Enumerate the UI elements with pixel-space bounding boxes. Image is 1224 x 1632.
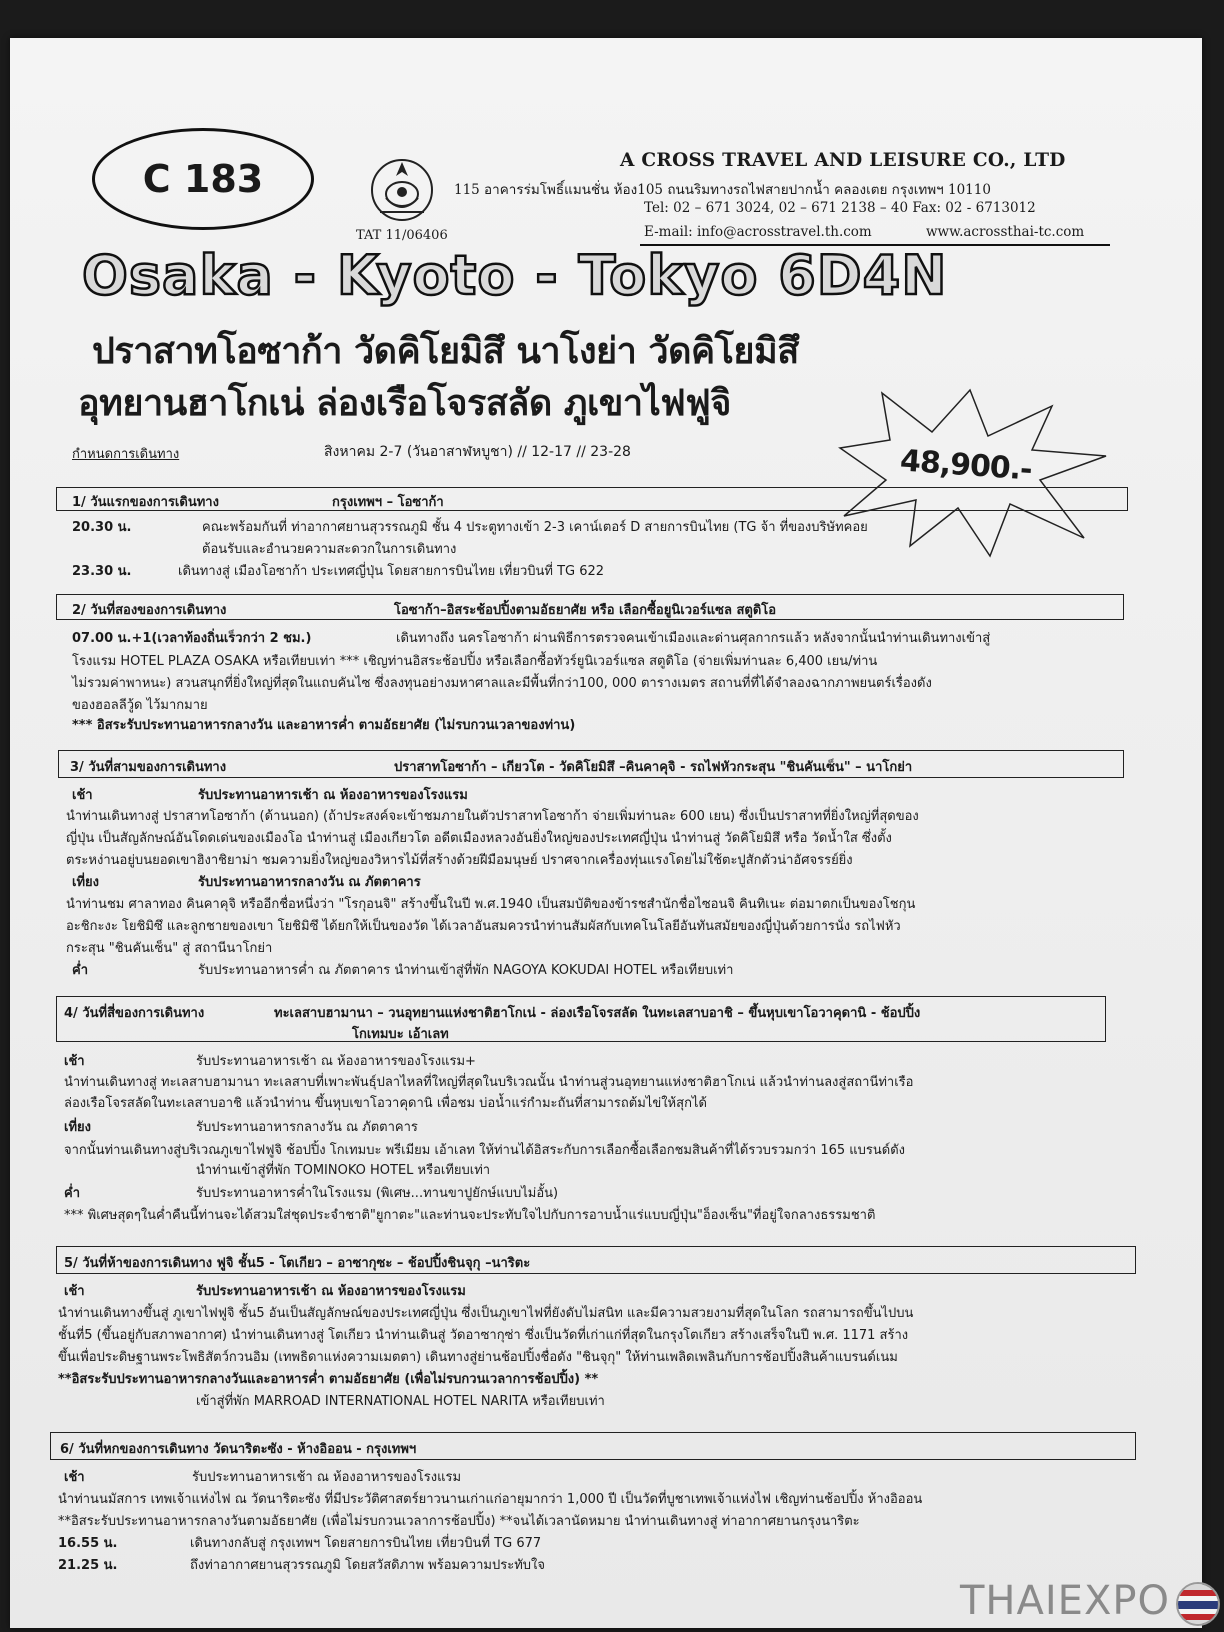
tour-code-badge xyxy=(92,128,314,230)
schedule-label: กำหนดการเดินทาง xyxy=(72,447,180,462)
day3-line-8: กระสุน "ชินคันเซ็น" สู่ สถานีนาโกย่า xyxy=(66,941,273,956)
day2-line-5: *** อิสระรับประทานอาหารกลางวัน และอาหารค่ำ ตามอัธยาศัย (ไม่รบกวนเวลาของท่าน) xyxy=(72,718,576,733)
day4-route: ทะเลสาบฮามานา – วนอุทยานแห่งชาติฮาโกเน่ - ล่องเรือโจรสลัด ในทะเลสาบอาชิ – ขึ้นหุบเขาโอวาคุดานิ - ช้อปปิ้ง xyxy=(274,1006,921,1021)
day1-route: กรุงเทพฯ – โอซาก้า xyxy=(332,495,444,510)
company-phone: Tel: 02 – 671 3024, 02 – 671 2138 – 40 Fax: 02 - 6713012 xyxy=(644,200,1036,216)
day4-line-5: จากนั้นท่านเดินทางสู่บริเวณภูเขาไฟฟูจิ ช้อปปิ้ง โกเทมบะ พรีเมียม เอ้าเลท ให้ท่านได้อิสระกับการเลือกซื้อเลือกชมสินค้าที่ได้รวบรวมกว่า 165 แบรนด์ดัง xyxy=(64,1143,906,1158)
day4-line-6: นำท่านเข้าสู่ที่พัก TOMINOKO HOTEL หรือเทียบเท่า xyxy=(196,1163,491,1178)
company-name: A CROSS TRAVEL AND LEISURE CO., LTD xyxy=(620,150,1066,171)
tour-code: C 183 xyxy=(142,157,264,201)
day4-title: 4/ วันที่สี่ของการเดินทาง xyxy=(64,1006,205,1021)
tour-price: 48,900.- xyxy=(898,443,1033,488)
day4-line-1: รับประทานอาหารเช้า ณ ห้องอาหารของโรงแรม+ xyxy=(196,1054,476,1069)
day3-line-6: นำท่านชม ศาลาทอง คินคาคุจิ หรืออีกชื่อหนึ่งว่า "โรกุอนจิ" สร้างขึ้นในปี พ.ศ.1940 เป็นสมบัติของข้ารชสำนักชื่อไซอนจิ คินทิเนะ ต่อมาตกเป็นของโชกุน xyxy=(66,897,916,912)
day3-meal-1: เช้า xyxy=(72,788,93,803)
day6-title: 6/ วันที่หกของการเดินทาง วัดนาริตะซัง - ห้างอิออน - กรุงเทพฯ xyxy=(60,1442,417,1457)
day1-line-1: คณะพร้อมกันที่ ท่าอากาศยานสุวรรณภูมิ ชั้น 4 ประตูทางเข้า 2-3 เคาน์เตอร์ D สายการบินไทย (TG จ้า ที่ของบริษัทคอย xyxy=(202,520,868,535)
day6-time-4: 16.55 น. xyxy=(58,1536,118,1551)
day4-line-7: รับประทานอาหารค่ำในโรงแรม (พิเศษ...ทานขาปูยักษ์แบบไม่อั้น) xyxy=(196,1186,559,1201)
schedule-dates: สิงหาคม 2-7 (วันอาสาฬหบูชา) // 12-17 // 23-28 xyxy=(324,444,631,460)
day1-time-1: 20.30 น. xyxy=(72,520,132,535)
day3-line-2: นำท่านเดินทางสู่ ปราสาทโอซาก้า (ด้านนอก) (ถ้าประสงค์จะเข้าชมภายในตัวปราสาทโอซาก้า จ่ายเพิ่มท่านละ 600 เยน) ซึ่งเป็นปราสาทที่ยิ่งใหญ่ที่สุดของ xyxy=(66,809,919,824)
day4-line-2: นำท่านเดินทางสู่ ทะเลสาบฮามานา ทะเลสาบที่เพาะพันธุ์ปลาไหลที่ใหญ่ที่สุดในบริเวณนั้น นำท่านสู่วนอุทยานแห่งชาติฮาโกเน่ แล้วนำท่านลงสู่สถานีท่าเรือ xyxy=(64,1075,914,1090)
day4-line-4: รับประทานอาหารกลางวัน ณ ภัตตาคาร xyxy=(196,1120,418,1135)
day3-meal-9: ค่ำ xyxy=(72,963,88,978)
company-website: www.acrossthai-tc.com xyxy=(926,224,1085,240)
day5-line-4: ขึ้นเพื่อประดิษฐานพระโพธิสัตว์กวนอิม (เทพธิดาแห่งความเมตตา) เดินทางสู่ย่านช้อปปิ้งชื่อดัง "ชินจุกุ" ให้ท่านเพลิดเพลินกับการช้อปปิ้งสินค้าแบรนด์เนม xyxy=(58,1350,898,1365)
day6-line-3: **อิสระรับประทานอาหารกลางวันตามอัธยาศัย (เพื่อไม่รบกวนเวลาการช้อปปิ้ง) **จนได้เวลานัดหมาย นำท่านเดินทางสู่ ท่าอากาศยานกรุงนาริตะ xyxy=(58,1514,860,1529)
day5-line-6: เข้าสู่ที่พัก MARROAD INTERNATIONAL HOTEL NARITA หรือเทียบเท่า xyxy=(196,1394,605,1409)
day4-meal-4: เที่ยง xyxy=(64,1120,91,1135)
day4-line-8: *** พิเศษสุดๆในค่ำคืนนี้ท่านจะได้สวมใส่ชุดประจำชาติ"ยูกาตะ"และท่านจะประทับใจไปกับการอาบน้ำแร่แบบญี่ปุ่น"อ็องเซ็น"ที่อยู่ใจกลางธรรมชาติ xyxy=(64,1208,876,1223)
day6-line-2: นำท่านนมัสการ เทพเจ้าแห่งไฟ ณ วัดนาริตะซัง ที่มีประวัติศาสตร์ยาวนานเก่าแก่อายุมากว่า 1,000 ปี เป็นวัดที่บูชาเทพเจ้าแห่งไฟ เชิญท่านช้อปปิ้ง ห้างอิออน xyxy=(58,1492,923,1507)
day1-line-3: เดินทางสู่ เมืองโอซาก้า ประเทศญี่ปุ่น โดยสายการบินไทย เที่ยวบินที่ TG 622 xyxy=(178,564,605,579)
day5-line-2: นำท่านเดินทางขึ้นสู่ ภูเขาไฟฟูจิ ชั้น5 อันเป็นสัญลักษณ์ของประเทศญี่ปุ่น ซึ่งเป็นภูเขาไฟที่ยังดับไม่สนิท และมีความสวยงามที่สุดในโลก รถสามารถขึ้นไปบน xyxy=(58,1306,914,1321)
day2-line-3: ไม่รวมค่าพาหนะ) สวนสนุกที่ยิ่งใหญ่ที่สุดในแถบคันไซ ซึ่งลงทุนอย่างมหาศาลและมีพื้นที่กว่า100, 000 ตารางเมตร สถานที่ที่ได้จำลองฉากภาพยนตร์เรื่องดัง xyxy=(72,676,932,691)
tour-subtitle-1: ปราสาทโอซาก้า วัดคิโยมิสึ นาโงย่า วัดคิโยมิสึ xyxy=(92,331,799,372)
day3-line-5: รับประทานอาหารกลางวัน ณ ภัตตาคาร xyxy=(198,875,421,890)
tat-emblem-icon xyxy=(368,152,436,228)
tat-license: TAT 11/06406 xyxy=(356,228,448,243)
day2-line-4: ของฮอลลีวู้ด ไว้มากมาย xyxy=(72,698,208,713)
company-address: 115 อาคารร่มโพธิ์แมนชั่น ห้อง105 ถนนริมทางรถไฟสายปากน้ำ คลองเตย กรุงเทพฯ 10110 xyxy=(454,182,991,198)
day3-line-4: ตระหง่านอยู่บนยอดเขาฮิงาชิยาม่า ชมความยิ่งใหญ่ของวิหารไม้ที่สร้างด้วยฝีมือมนุษย์ ปราศจากเครื่องทุ่นแรงโดยไม่ใช้ตะปูสักตัวน่าอัศจรรย์ยิ่ง xyxy=(66,853,853,868)
day5-meal-1: เช้า xyxy=(64,1284,85,1299)
day3-route: ปราสาทโอซาก้า – เกียวโต - วัดคิโยมิสึ –คินคาคุจิ - รถไฟหัวกระสุน "ชินคันเซ็น" – นาโกย่า xyxy=(394,760,913,775)
thaiexpo-watermark: THAIEXPO xyxy=(960,1578,1170,1624)
day3-line-7: อะชิกะงะ โยชิมิซึ และลูกชายของเขา โยชิมิซึ ได้ยกให้เป็นของวัด ได้เวลาอันสมควรนำท่านสัมผัสกับเทคโนโลยีอันทันสมัยของญี่ปุ่นด้วยการนั่ง รถไฟหัว xyxy=(66,919,901,934)
day4-meal-1: เช้า xyxy=(64,1054,85,1069)
day2-title: 2/ วันที่สองของการเดินทาง xyxy=(72,603,227,618)
thai-flag-icon xyxy=(1176,1582,1220,1626)
day3-meal-5: เที่ยง xyxy=(72,875,99,890)
day6-time-5: 21.25 น. xyxy=(58,1558,118,1573)
day5-title: 5/ วันที่ห้าของการเดินทาง ฟูจิ ชั้น5 - โตเกียว – อาซากุซะ – ช้อปปิ้งชินจุกุ –นาริตะ xyxy=(64,1256,531,1271)
day2-time-1: 07.00 น.+1(เวลาท้องถิ่นเร็วกว่า 2 ชม.) xyxy=(72,631,312,646)
day4-meal-7: ค่ำ xyxy=(64,1186,80,1201)
day2-route: โอซาก้า–อิสระช้อปปิ้งตามอัธยาศัย หรือ เลือกซื้อยูนิเวอร์แซล สตูดิโอ xyxy=(394,603,777,618)
tour-title: Osaka - Kyoto - Tokyo 6D4N xyxy=(82,244,948,307)
day4-route-2: โกเทมบะ เอ้าเลท xyxy=(352,1027,449,1042)
day1-title: 1/ วันแรกของการเดินทาง xyxy=(72,495,219,510)
day6-line-5: ถึงท่าอากาศยานสุวรรณภูมิ โดยสวัสดิภาพ พร้อมความประทับใจ xyxy=(190,1558,545,1573)
day1-line-2: ต้อนรับและอำนวยความสะดวกในการเดินทาง xyxy=(202,542,457,557)
tour-subtitle-2: อุทยานฮาโกเน่ ล่องเรือโจรสลัด ภูเขาไฟฟูจิ xyxy=(78,383,731,424)
day5-line-5: **อิสระรับประทานอาหารกลางวันและอาหารค่ำ ตามอัธยาศัย (เพื่อไม่รบกวนเวลาการช้อปปิ้ง) ** xyxy=(58,1372,599,1387)
day3-line-1: รับประทานอาหารเช้า ณ ห้องอาหารของโรงแรม xyxy=(198,788,468,803)
day6-line-4: เดินทางกลับสู่ กรุงเทพฯ โดยสายการบินไทย เที่ยวบินที่ TG 677 xyxy=(190,1536,542,1551)
day5-line-3: ชั้นที่5 (ขึ้นอยู่กับสภาพอากาศ) นำท่านเดินทางสู่ โตเกียว นำท่านเดินสู่ วัดอาซากุซ่า ซึ่งเป็นวัดที่เก่าแก่ที่สุดในกรุงโตเกียว สร้างเสร็จในปี พ.ศ. 1171 สร้าง xyxy=(58,1328,909,1343)
day6-meal-1: เช้า xyxy=(64,1470,85,1485)
day2-line-1: เดินทางถึง นครโอซาก้า ผ่านพิธีการตรวจคนเข้าเมืองและด่านศุลกากรแล้ว หลังจากนั้นนำท่านเดินทางเข้าสู่ xyxy=(396,631,991,646)
day3-title: 3/ วันที่สามของการเดินทาง xyxy=(70,760,227,775)
day3-line-9: รับประทานอาหารค่ำ ณ ภัตตาคาร นำท่านเข้าสู่ที่พัก NAGOYA KOKUDAI HOTEL หรือเทียบเท่า xyxy=(198,963,734,978)
day3-line-3: ญี่ปุ่น เป็นสัญลักษณ์อันโดดเด่นของเมืองโอ นำท่านสู่ เมืองเกียวโต อดีตเมืองหลวงอันยิ่งใหญ่ของประเทศญี่ปุ่น นำท่านสู่ วัดคิโยมิสึ หรือ วัดน้ำใส ซึ่งตั้ง xyxy=(66,831,892,846)
day4-line-3: ล่องเรือโจรสลัดในทะเลสาบอาชิ แล้วนำท่าน ขึ้นหุบเขาโอวาคุดานิ เพื่อชม บ่อน้ำแร่กำมะถันที่สามารถต้มไข่ให้สุกได้ xyxy=(64,1096,707,1111)
day6-line-1: รับประทานอาหารเช้า ณ ห้องอาหารของโรงแรม xyxy=(192,1470,462,1485)
day2-line-2: โรงแรม HOTEL PLAZA OSAKA หรือเทียบเท่า *** เชิญท่านอิสระช้อปปิ้ง หรือเลือกซื้อทัวร์ยูนิเวอร์แซล สตูดิโอ (จ่ายเพิ่มท่านละ 6,400 เยน/ท่าน xyxy=(72,654,878,669)
company-email: E-mail: info@acrosstravel.th.com xyxy=(644,224,872,240)
day1-time-3: 23.30 น. xyxy=(72,564,132,579)
day5-line-1: รับประทานอาหารเช้า ณ ห้องอาหารของโรงแรม xyxy=(196,1284,466,1299)
